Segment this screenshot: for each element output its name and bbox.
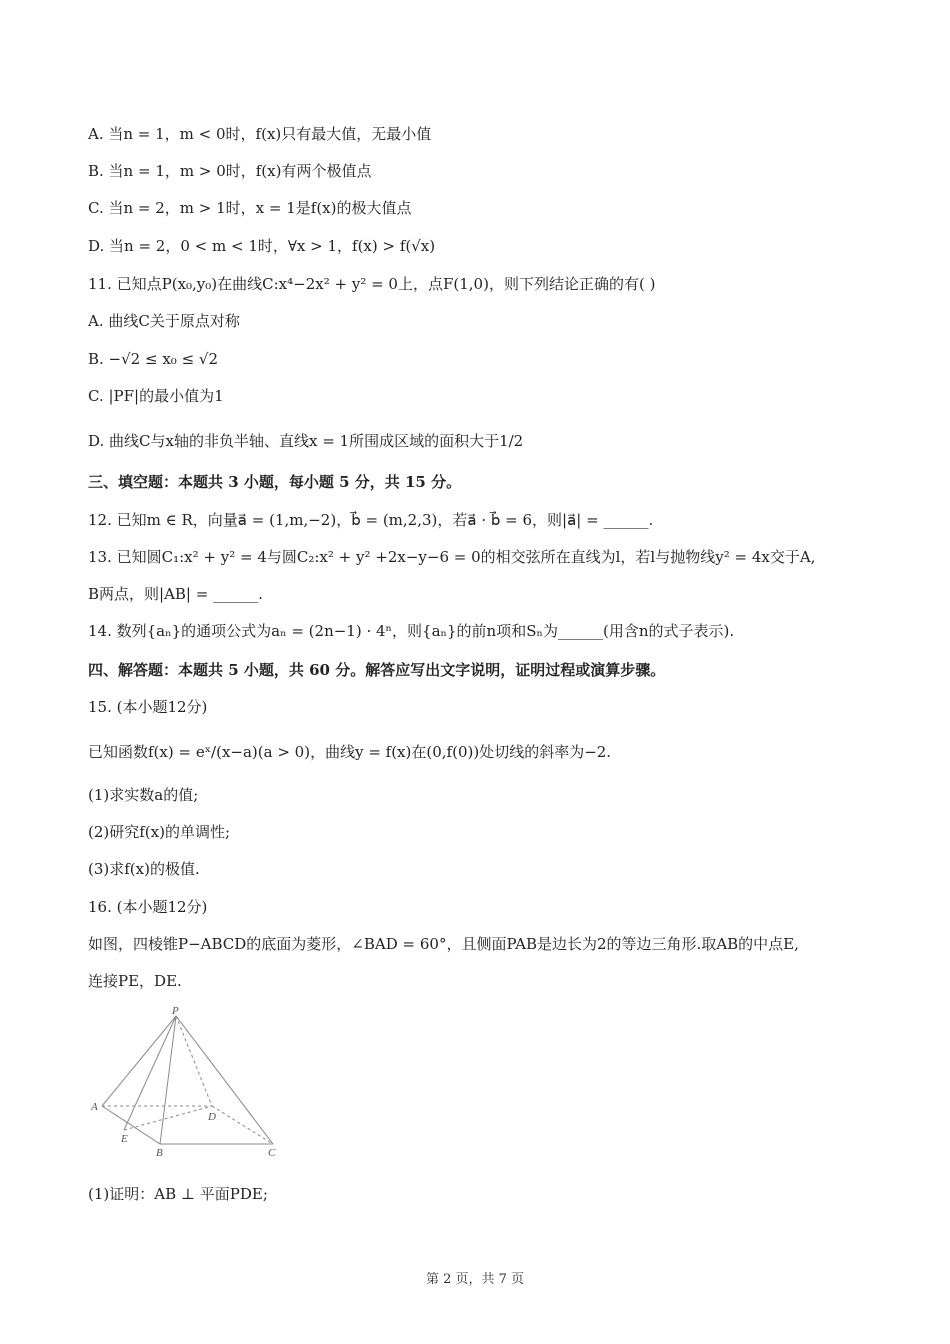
q15-part-3: (3)求f(x)的极值. — [88, 860, 200, 878]
page-footer: 第 2 页，共 7 页 — [425, 1272, 525, 1287]
pyramid-figure — [88, 1004, 288, 1164]
q10-option-c: C. 当n = 2，m > 1时，x = 1是f(x)的极大值点 — [88, 199, 412, 217]
q14: 14. 数列{aₙ}的通项公式为aₙ = (2n−1) · 4ⁿ，则{aₙ}的前n项和Sₙ为______(用含n的式子表示). — [88, 622, 735, 640]
q16-header: 16. (本小题12分) — [88, 898, 208, 916]
q16-part-1: (1)证明：AB ⊥ 平面PDE; — [88, 1185, 268, 1203]
q10-option-a: A. 当n = 1，m < 0时，f(x)只有最大值，无最小值 — [88, 125, 432, 143]
q16-stem-line-2: 连接PE，DE. — [88, 972, 182, 990]
q10-option-d: D. 当n = 2，0 < m < 1时，∀x > 1，f(x) > f(√x) — [88, 237, 436, 255]
q15-part-1: (1)求实数a的值; — [88, 786, 199, 804]
label-p: P — [172, 1005, 179, 1017]
label-a: A — [91, 1101, 98, 1113]
q10-option-b: B. 当n = 1，m > 0时，f(x)有两个极值点 — [88, 162, 372, 180]
section-4-heading: 四、解答题：本题共 5 小题，共 60 分。解答应写出文字说明，证明过程或演算步骤。 — [88, 661, 666, 679]
section-3-heading: 三、填空题：本题共 3 小题，每小题 5 分，共 15 分。 — [88, 473, 462, 491]
q16-stem-line-1: 如图，四棱锥P−ABCD的底面为菱形，∠BAD = 60°，且侧面PAB是边长为2的等边三角形.取AB的中点E, — [88, 935, 799, 953]
label-c: C — [268, 1147, 276, 1159]
q11-option-b: B. −√2 ≤ x₀ ≤ √2 — [88, 350, 219, 368]
q11-option-c: C. |PF|的最小值为1 — [88, 387, 224, 405]
label-b: B — [156, 1147, 163, 1159]
q11-option-d: D. 曲线C与x轴的非负半轴、直线x = 1所围成区域的面积大于1/2 — [88, 432, 524, 450]
q13-line-1: 13. 已知圆C₁:x² + y² = 4与圆C₂:x² + y² +2x−y−6 = 0的相交弦所在直线为l，若l与抛物线y² = 4x交于A, — [88, 548, 816, 566]
q11-option-a: A. 曲线C关于原点对称 — [88, 312, 240, 330]
q15-stem: 已知函数f(x) = eˣ/(x−a)(a > 0)，曲线y = f(x)在(0,f(0))处切线的斜率为−2. — [88, 743, 612, 761]
label-e: E — [121, 1133, 128, 1145]
q15-part-2: (2)研究f(x)的单调性; — [88, 823, 231, 841]
q11-stem: 11. 已知点P(x₀,y₀)在曲线C:x⁴−2x² + y² = 0上，点F(1,0)，则下列结论正确的有( ) — [88, 275, 656, 293]
q15-header: 15. (本小题12分) — [88, 698, 208, 716]
q12: 12. 已知m ∈ R，向量a⃗ = (1,m,−2)，b⃗ = (m,2,3)，若a⃗ · b⃗ = 6，则|a⃗| = ______. — [88, 511, 654, 529]
q13-line-2: B两点，则|AB| = ______. — [88, 585, 263, 603]
label-d: D — [208, 1111, 216, 1123]
